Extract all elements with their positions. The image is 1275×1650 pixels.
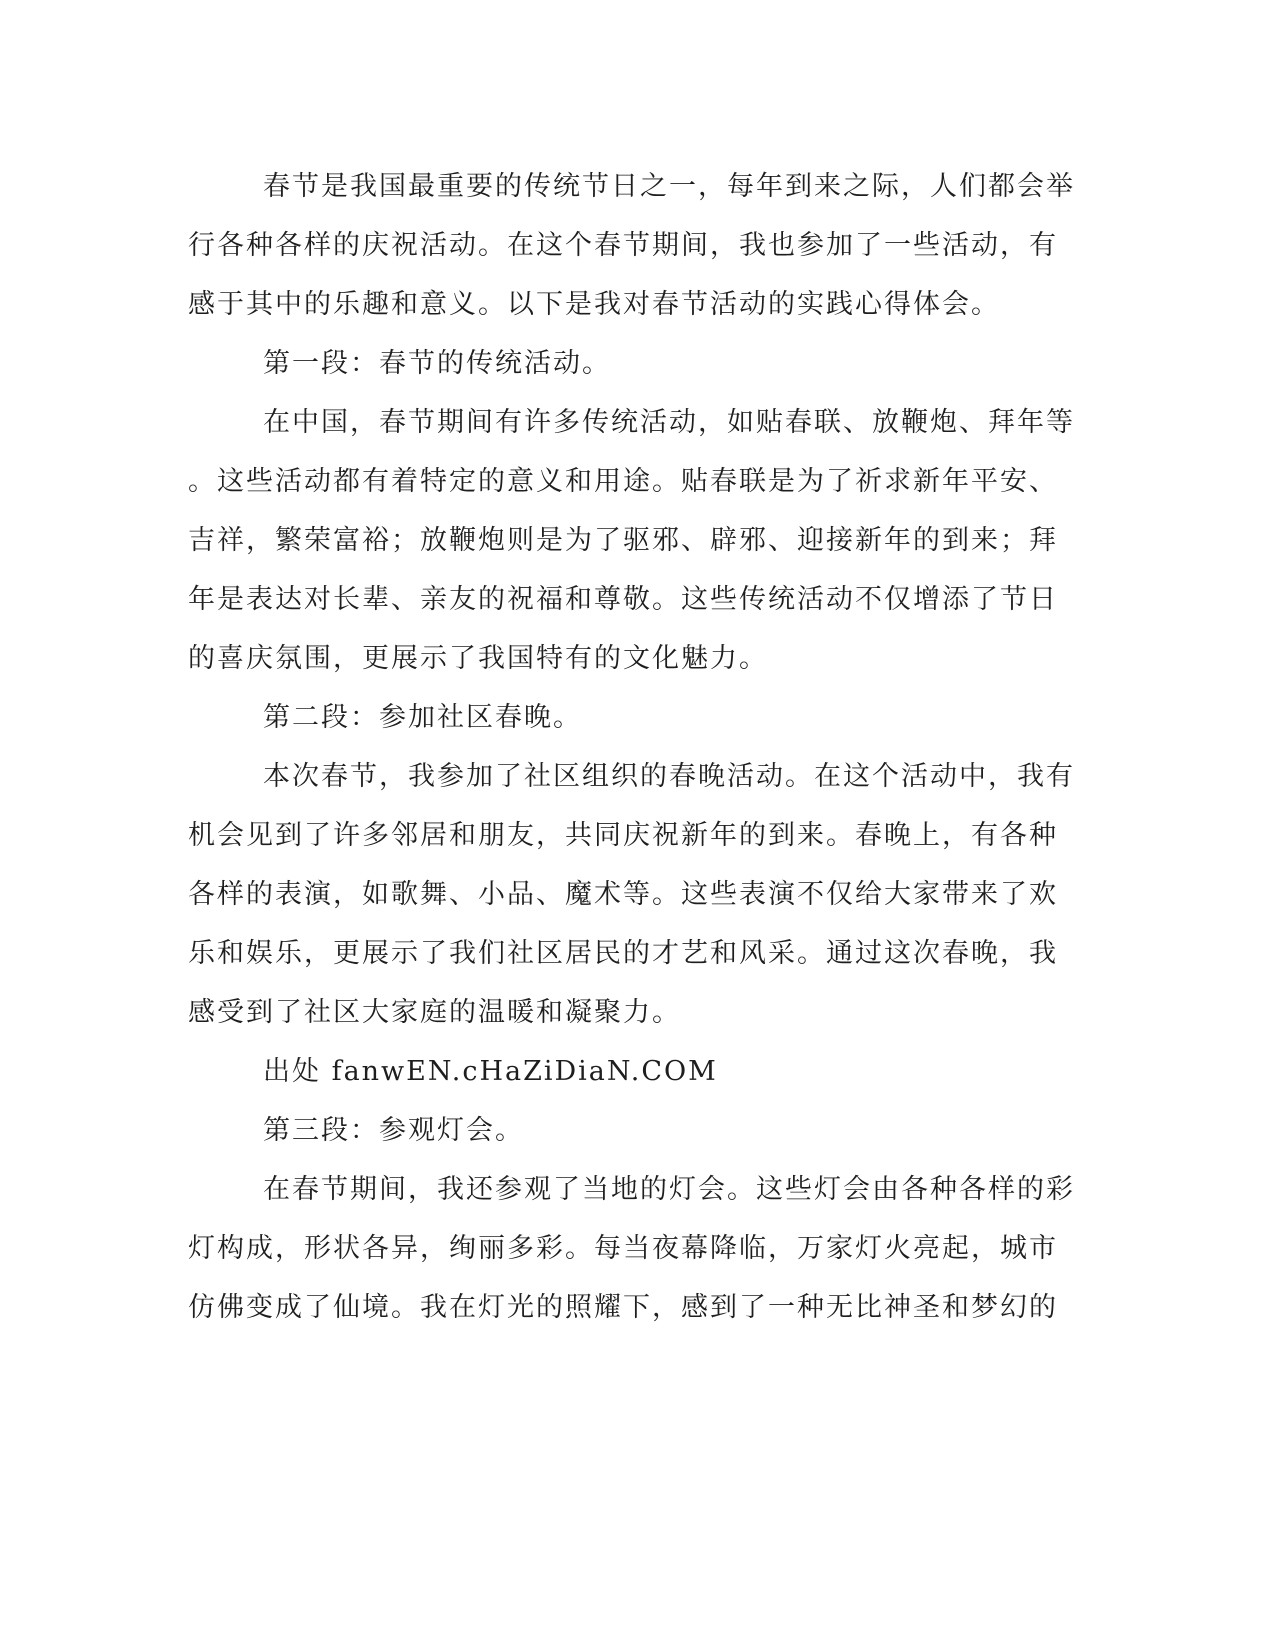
source-line: 出处 fanwEN.cHaZiDiaN.COM: [263, 1056, 718, 1087]
text-line: 在中国，春节期间有许多传统活动，如贴春联、放鞭炮、拜年等: [263, 407, 1075, 438]
text-line: 乐和娱乐，更展示了我们社区居民的才艺和风采。通过这次春晚，我: [188, 938, 1058, 969]
text-line: 的喜庆氛围，更展示了我国特有的文化魅力。: [188, 643, 768, 674]
document-body: [188, 157, 1075, 1337]
text-line: 。这些活动都有着特定的意义和用途。贴春联是为了祈求新年平安、: [188, 466, 1058, 497]
text-line: 感受到了社区大家庭的温暖和凝聚力。: [188, 997, 681, 1028]
text-line: 本次春节，我参加了社区组织的春晚活动。在这个活动中，我有: [263, 761, 1075, 792]
section-heading: 第二段：参加社区春晚。: [263, 702, 582, 733]
text-line: 春节是我国最重要的传统节日之一，每年到来之际，人们都会举: [263, 171, 1075, 202]
text-line: 感于其中的乐趣和意义。以下是我对春节活动的实践心得体会。: [188, 289, 1000, 320]
text-line: 年是表达对长辈、亲友的祝福和尊敬。这些传统活动不仅增添了节日: [188, 584, 1058, 615]
text-line: 在春节期间，我还参观了当地的灯会。这些灯会由各种各样的彩: [263, 1174, 1075, 1205]
text-line: 灯构成，形状各异，绚丽多彩。每当夜幕降临，万家灯火亮起，城市: [188, 1233, 1058, 1264]
section-heading: 第一段：春节的传统活动。: [263, 348, 611, 379]
text-line: 吉祥，繁荣富裕；放鞭炮则是为了驱邪、辟邪、迎接新年的到来；拜: [188, 525, 1058, 556]
text-line: 各样的表演，如歌舞、小品、魔术等。这些表演不仅给大家带来了欢: [188, 879, 1058, 910]
section-heading: 第三段：参观灯会。: [263, 1115, 524, 1146]
text-line: 行各种各样的庆祝活动。在这个春节期间，我也参加了一些活动，有: [188, 230, 1058, 261]
text-line: 机会见到了许多邻居和朋友，共同庆祝新年的到来。春晚上，有各种: [188, 820, 1058, 851]
text-line: 仿佛变成了仙境。我在灯光的照耀下，感到了一种无比神圣和梦幻的: [188, 1292, 1058, 1323]
